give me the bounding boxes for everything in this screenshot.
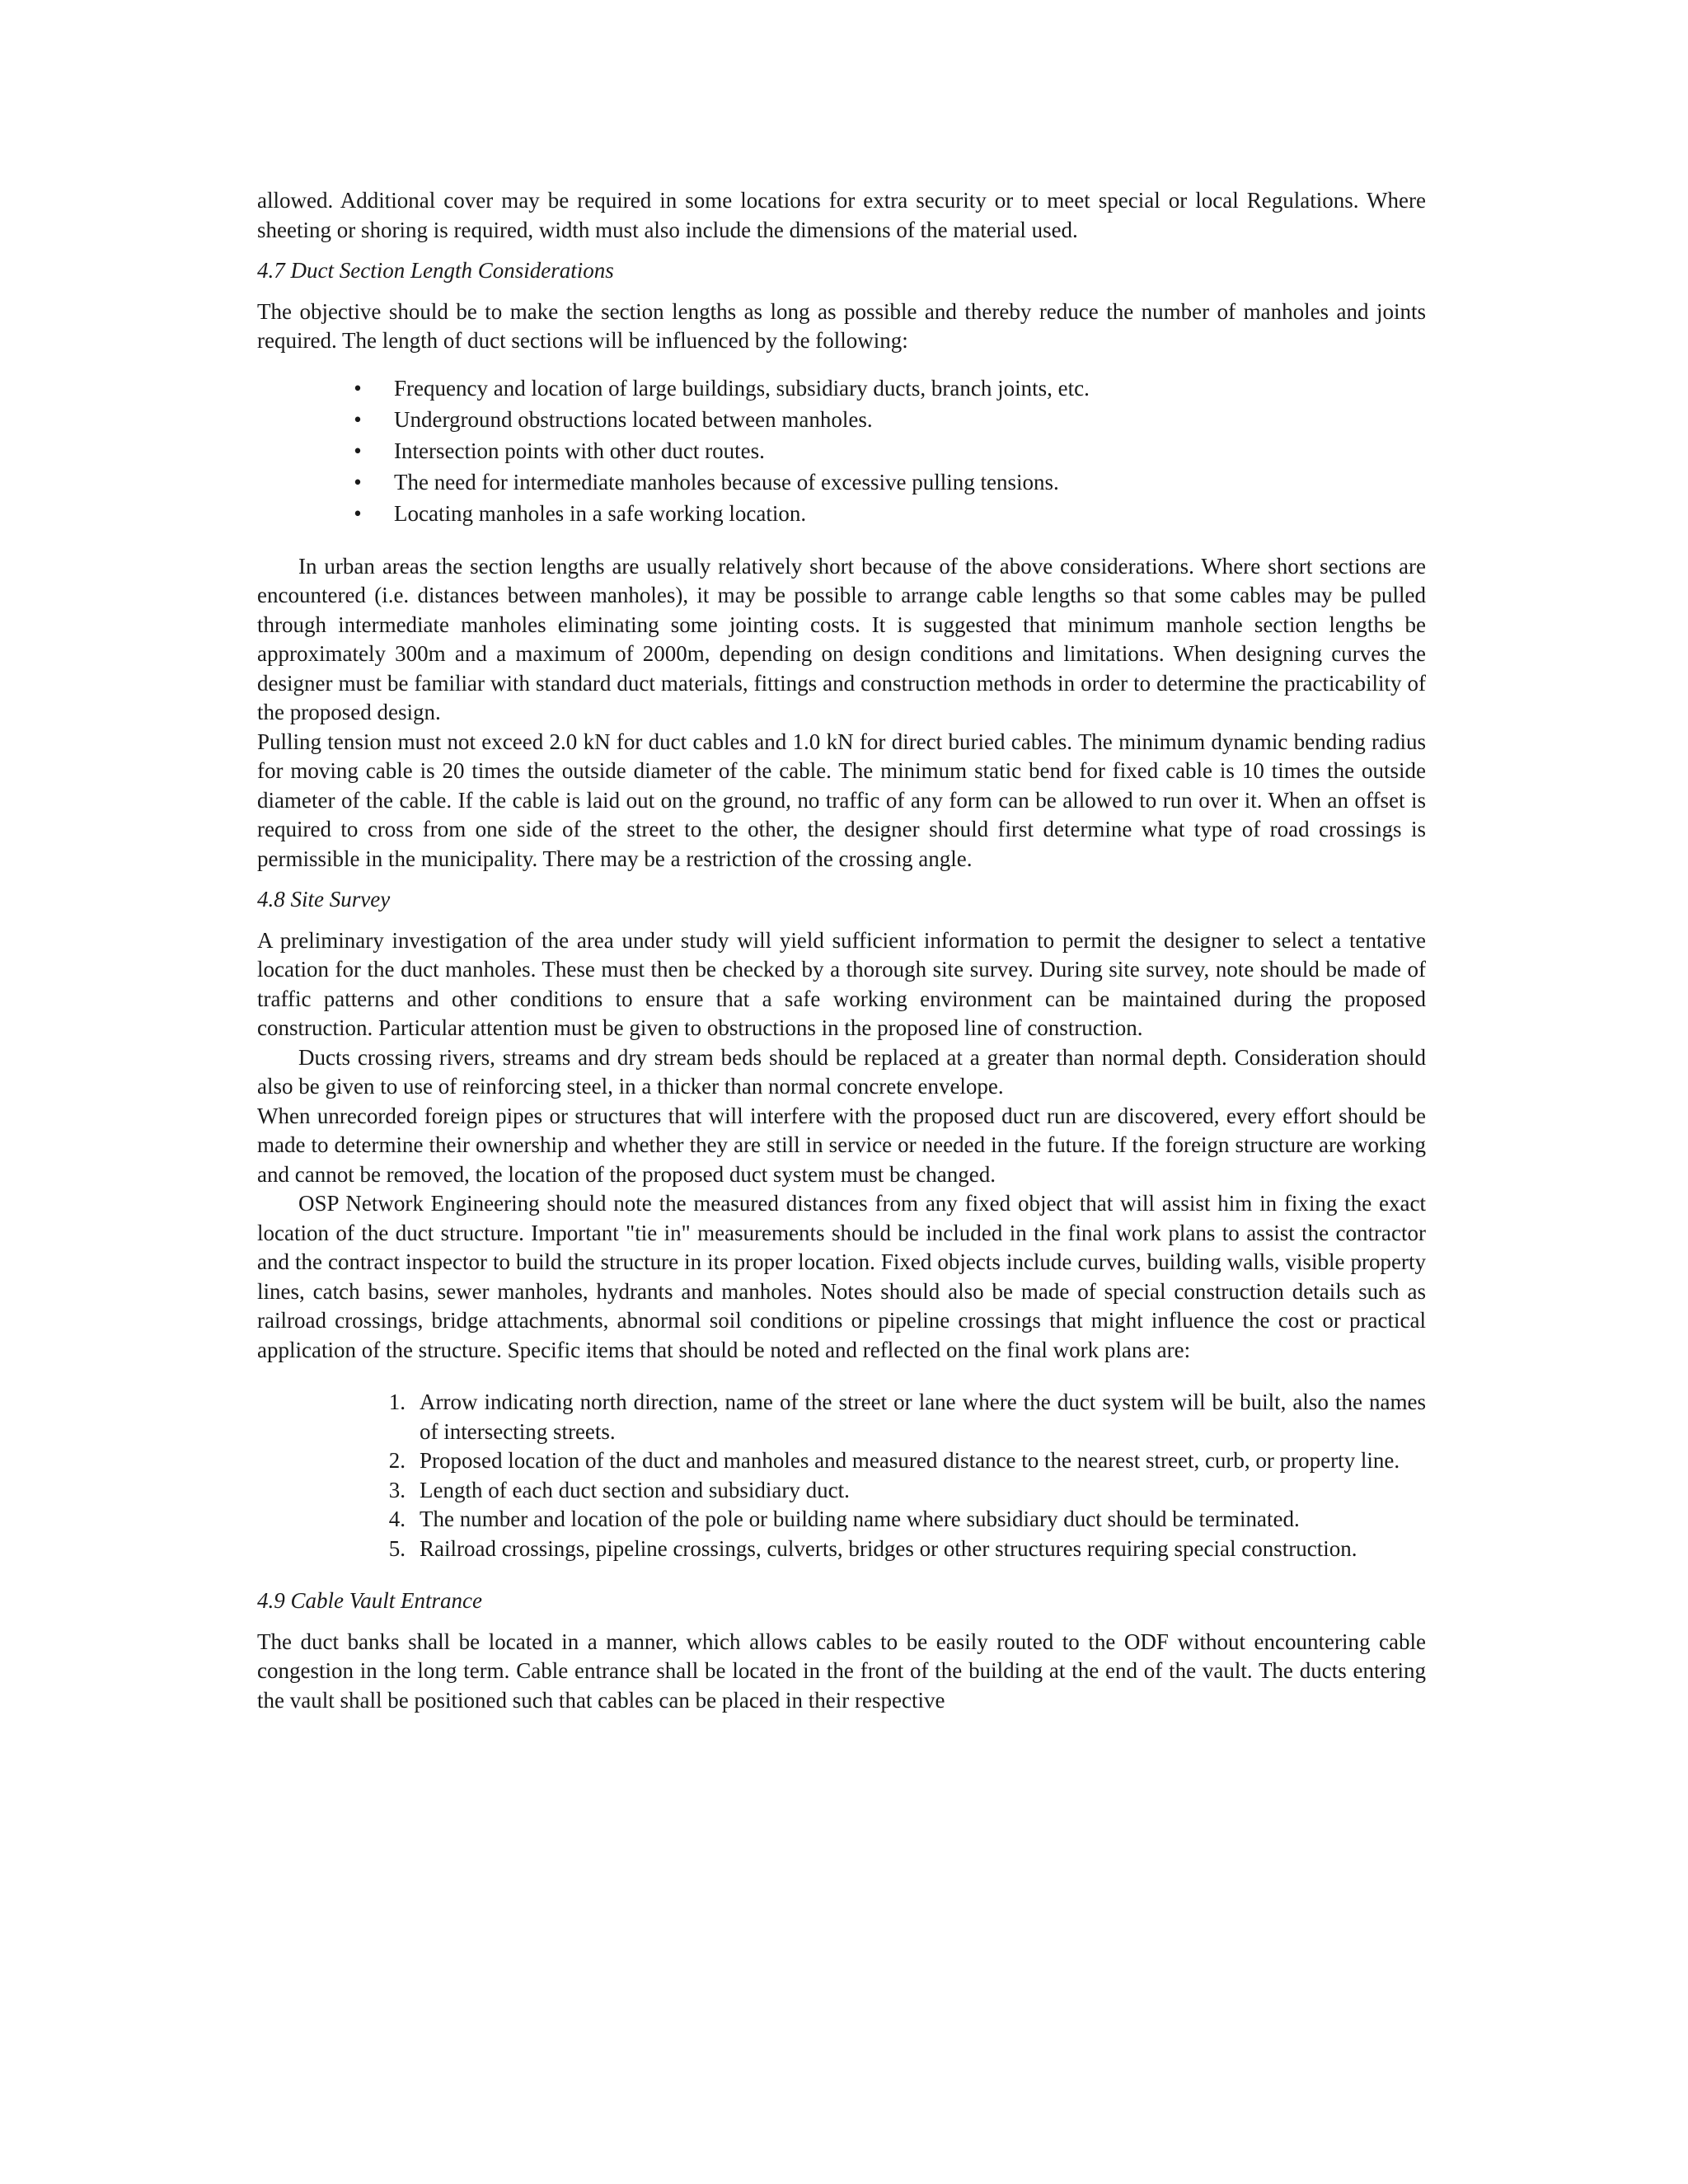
site-survey-paragraph-1: A preliminary investigation of the area under study will yield sufficient information to permit the designer to select a tentative location for the duct manholes. These must then be checked by a thorough site survey. During site survey, note should be made of traffic patterns and other conditions to ensure that a safe working environment can be maintained during the proposed construction. Particular attention must be given to obstructions in the proposed line of construction. — [257, 927, 1426, 1040]
list-item-text: The number and location of the pole or building name where subsidiary duct should be terminated. — [420, 1507, 1300, 1531]
list-item-text: Underground obstructions located between manholes. — [394, 406, 873, 432]
cable-vault-paragraph: The duct banks shall be located in a manner, which allows cables to be easily routed to the ODF without encountering cable congestion in the long term. Cable entrance shall be located in the front of the building at the end of the vault. The ducts entering the vault shall be positioned such that cables can be placed in their respective — [257, 1629, 1426, 1713]
list-item — [373, 1446, 1426, 1476]
item-number: 3. — [388, 1477, 406, 1502]
document-page — [257, 186, 1426, 1715]
list-item-text: The need for intermediate manholes because of excessive pulling tensions. — [394, 469, 1059, 494]
item-number: 5. — [388, 1535, 406, 1561]
bullet-icon: • — [354, 438, 362, 463]
site-survey-paragraph-4: OSP Network Engineering should note the measured distances from any fixed object that will assist him in fixing the exact location of the duct structure. Important "tie in" measurements should be included in the final work plans to assist the contractor and the contract inspector to build the structure in its proper location. Fixed objects include curves, building walls, visible property lines, catch basins, sewer manholes, hydrants and manholes. Notes should also be made of special construction details such as railroad crossings, bridge attachments, abnormal soil conditions or pipeline crossings that might influence the cost or practical application of the structure. Specific items that should be noted and reflected on the final work plans are: — [257, 1191, 1426, 1362]
list-item-text: Frequency and location of large buildings, subsidiary ducts, branch joints, etc. — [394, 375, 1090, 401]
section-4-7-intro: The objective should be to make the section lengths as long as possible and thereby reduce the number of manholes and joints required. The length of duct sections will be influenced by the following: — [257, 298, 1426, 353]
list-item-text: Locating manholes in a safe working location. — [394, 500, 807, 526]
bullet-icon: • — [354, 500, 362, 526]
section-4-9-heading: 4.9 Cable Vault Entrance — [257, 1588, 482, 1613]
bullet-icon: • — [354, 375, 362, 401]
list-item-text: Length of each duct section and subsidiary duct. — [420, 1477, 850, 1502]
list-item — [349, 466, 1426, 498]
site-survey-paragraph-2: Ducts crossing rivers, streams and dry stream beds should be replaced at a greater than normal depth. Consideration should also be given to use of reinforcing steel, in a thicker than normal concrete envelope. — [257, 1044, 1426, 1099]
section-4-8-heading: 4.8 Site Survey — [257, 887, 391, 912]
item-number: 4. — [388, 1507, 406, 1531]
list-item — [373, 1476, 1426, 1506]
item-number: 2. — [388, 1448, 406, 1473]
item-number: 1. — [388, 1390, 406, 1414]
pulling-tension-paragraph: Pulling tension must not exceed 2.0 kN for duct cables and 1.0 kN for direct buried cables. The minimum dynamic bending radius for moving cable is 20 times the outside diameter of the cable. The minimum static bend for fixed cable is 10 times the outside diameter of the cable. If the cable is laid out on the ground, no traffic of any form can be allowed to run over it. When an offset is required to cross from one side of the street to the other, the designer should first determine what type of road crossings is permissible in the municipality. There may be a restriction of the crossing angle. — [257, 729, 1426, 871]
intro-paragraph: allowed. Additional cover may be required in some locations for extra security or to meet special or local Regulations. Where sheeting or shoring is required, width must also include the dimensions of the material used. — [257, 188, 1426, 242]
list-item — [373, 1535, 1426, 1564]
urban-areas-paragraph: In urban areas the section lengths are usually relatively short because of the above considerations. Where short sections are encountered (i.e. distances between manholes), it may be possible to arrange cable lengths so that some cables may be pulled through intermediate manholes eliminating some jointing costs. It is suggested that minimum manhole section lengths be approximately 300m and a maximum of 2000m, depending on design conditions and limitations. When designing curves the designer must be familiar with standard duct materials, fittings and construction methods in order to determine the practicability of the proposed design. — [257, 553, 1426, 724]
list-item-text: Intersection points with other duct routes. — [394, 438, 765, 463]
list-item-text: Proposed location of the duct and manholes and measured distance to the nearest street, curb, or property line. — [420, 1448, 1400, 1473]
bullet-icon: • — [354, 406, 362, 432]
section-4-7-heading: 4.7 Duct Section Length Considerations — [257, 258, 614, 283]
list-item — [373, 1388, 1426, 1446]
list-item-text: Railroad crossings, pipeline crossings, culverts, bridges or other structures requiring special construction. — [420, 1535, 1357, 1561]
list-item — [349, 435, 1426, 466]
list-item — [373, 1505, 1426, 1535]
list-item — [349, 404, 1426, 435]
list-item — [349, 498, 1426, 529]
site-survey-paragraph-3: When unrecorded foreign pipes or structures that will interfere with the proposed duct run are discovered, every effort should be made to determine their ownership and whether they are still in service or needed in the future. If the foreign structure are working and cannot be removed, the location of the proposed duct system must be changed. — [257, 1103, 1426, 1187]
list-item — [349, 373, 1426, 404]
list-item-text: Arrow indicating north direction, name of the street or lane where the duct system will be built, also the names of intersecting streets. — [420, 1390, 1426, 1444]
bullet-icon: • — [354, 469, 362, 494]
work-plan-items-list — [257, 1388, 1426, 1563]
considerations-list — [257, 373, 1426, 529]
